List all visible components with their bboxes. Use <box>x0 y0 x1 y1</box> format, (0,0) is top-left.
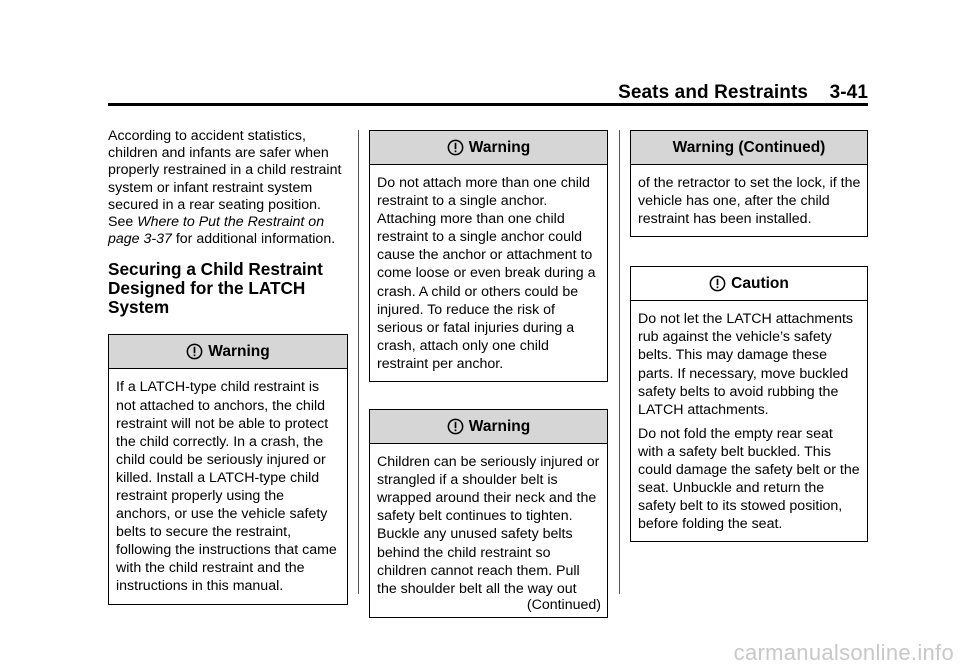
warning-icon <box>447 418 464 435</box>
warning-label: Warning <box>468 138 531 156</box>
intro-paragraph: According to accident statistics, children and infants are safer when properly restrained in a child restraint system or infant restraint system secured in a rear seating position. See Where to Put the Restraint on page 3-37 for additional information. <box>108 128 342 248</box>
column-divider <box>619 130 620 594</box>
column-3 <box>630 130 868 542</box>
warning-icon <box>447 139 464 156</box>
section-title: Seats and Restraints <box>618 82 809 103</box>
warning-label: Warning <box>468 417 531 435</box>
warning-header <box>370 131 607 165</box>
continued-label: (Continued) <box>526 596 601 613</box>
cross-reference-link[interactable]: Where to Put the Restraint on page 3-37 <box>108 214 325 248</box>
warning-box <box>369 409 608 618</box>
warning-label: Warning <box>208 342 270 360</box>
warning-continued-box <box>630 130 868 237</box>
header-rule <box>108 103 868 106</box>
caution-header <box>631 267 867 301</box>
warning-label: Warning (Continued) <box>672 138 826 156</box>
caution-box <box>630 266 868 542</box>
caution-text: Do not fold the empty rear seat with a safety belt buckled. This could damage the safety belt or the seat. Unbuckle and return the safety belt to its stowed position, before folding the seat. <box>638 425 860 533</box>
warning-header <box>109 335 347 369</box>
caution-text: Do not let the LATCH attachments rub against the vehicle’s safety belts. This may damage these parts. If necessary, move buckled safety belts to avoid rubbing the LATCH attachments. <box>638 311 854 418</box>
page-number: 3-41 <box>829 82 868 103</box>
warning-text: Children can be seriously injured or strangled if a shoulder belt is wrapped around their neck and the safety belt continues to tighten. Buckle any unused safety belts behind the child restraint so children cannot reach them. Pull the shoulder belt all the way out <box>377 454 600 597</box>
section-heading: Securing a Child Restraint Designed for the LATCH System <box>108 259 323 318</box>
column-2 <box>369 130 608 618</box>
warning-box <box>369 130 608 382</box>
caution-label: Caution <box>731 274 789 292</box>
warning-text: of the retractor to set the lock, if the vehicle has one, after the child restraint has been installed. <box>638 175 861 228</box>
warning-text: If a LATCH-type child restraint is not attached to anchors, the child restraint will not be able to protect the child correctly. In a crash, the child could be seriously injured or killed. Install a LATCH-type child restraint properly using the anchors, or use the vehicle safety belts to secure the restraint, following the instructions that came with the child restraint and the instructions in this manual. <box>116 379 337 595</box>
watermark: carmanualsonline.info <box>733 640 954 665</box>
warning-text: Do not attach more than one child restraint to a single anchor. Attaching more than one child restraint to a single anchor could cause the anchor or attachment to come loose or even break during a crash. A child or others could be injured. To reduce the risk of serious or fatal injuries during a crash, attach only one child restraint per anchor. <box>377 175 596 372</box>
column-divider <box>358 130 359 594</box>
column-1 <box>108 128 348 605</box>
warning-icon <box>186 343 203 360</box>
warning-header <box>631 131 867 165</box>
page-header <box>618 82 868 104</box>
warning-box <box>108 334 348 604</box>
caution-icon <box>709 275 726 292</box>
warning-header <box>370 410 607 444</box>
